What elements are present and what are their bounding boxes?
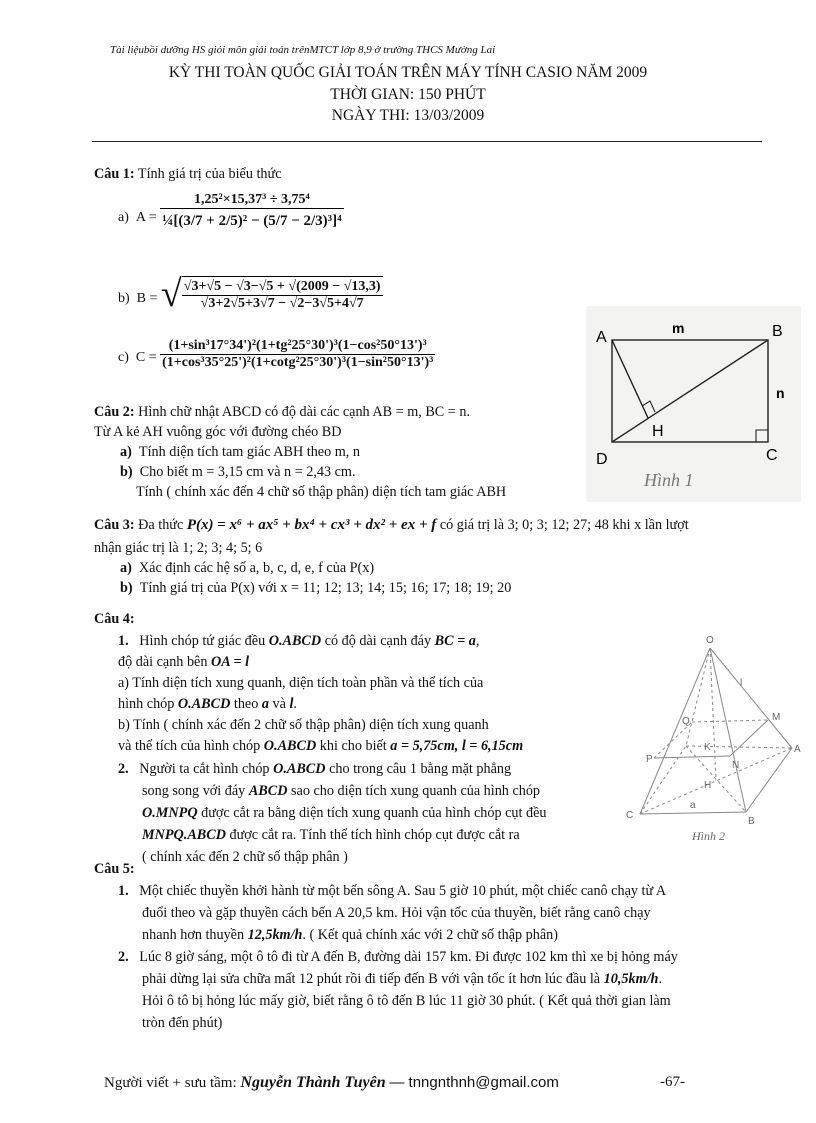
q1-title: Câu 1:: [94, 166, 135, 182]
q4-i2-line1: [118, 761, 511, 778]
source-line: Tài liệubồi dưỡng HS giỏi môn giải toán trênMTCT lớp 8,9 ở trường THCS Mường Lai: [110, 44, 496, 56]
q3-text1: có giá trị là 3; 0; 3; 12; 27; 48 khi x lần lượt: [439, 517, 689, 533]
page-number: -67-: [660, 1074, 685, 1090]
q1-b-label: b): [118, 291, 130, 306]
q4-i1-l4-math: O.ABCD: [177, 696, 231, 712]
q4-i1-l4b: theo: [233, 696, 259, 712]
q4-i2-l1a: Người ta cắt hình chóp: [139, 761, 270, 777]
footer-email: — tnngnthnh@gmail.com: [389, 1074, 559, 1091]
q4-i2-l2a: song song với đáy: [142, 783, 246, 799]
q4-i1-l4c: và: [272, 696, 286, 712]
q1-a-label: a): [118, 210, 129, 225]
q5-i2-l1: Lúc 8 giờ sáng, một ô tô đi từ A đến B, đường dài 157 km. Đi được 102 km thì xe bị hỏng máy: [139, 949, 678, 965]
q1-b-denominator: √3+2√5+3√7 − √2−3√5+4√7: [182, 295, 383, 312]
q2-line3: Tính ( chính xác đến 4 chữ số thập phân) diện tích tam giác ABH: [136, 484, 507, 500]
q4-i1-l6a: và thể tích của hình chóp: [118, 738, 261, 754]
q4-i1-l1a: Hình chóp tứ giác đều: [139, 633, 266, 649]
q4-i1-l1-math1: O.ABCD: [268, 633, 322, 649]
pyr-label-a-edge: a: [690, 800, 696, 811]
q4-i1-l2a: độ dài cạnh bên: [118, 654, 208, 670]
label-b: B: [772, 323, 783, 340]
q3-part-b: [120, 580, 511, 597]
q3-b-text: Tính giá trị của P(x) với x = 11; 12; 13; 14; 15; 16; 17; 18; 19; 20: [139, 580, 512, 596]
q3-a-text: Xác định các hệ số a, b, c, d, e, f của P(x): [138, 560, 375, 576]
q1-b-numerator: √3+√5 − √3−√5 + √(2009 − √13,3): [183, 279, 381, 294]
q4-i1-l6b: khi cho biết: [319, 738, 387, 754]
q4-i1-line1: [118, 633, 479, 650]
label-h: H: [652, 423, 664, 440]
figure-1-caption: Hình 1: [644, 470, 694, 490]
q4-i2-l4a: được cắt ra. Tính thể tích hình chóp cụt được cắt ra: [229, 827, 520, 843]
q3-a-label: a): [120, 560, 132, 576]
q2-text1: Hình chữ nhật ABCD có độ dài các cạnh AB = m, BC = n.: [138, 404, 470, 420]
q4-i1-line3: a) Tính diện tích xung quanh, diện tích toàn phần và thể tích của: [118, 675, 484, 691]
q2-part-a: [120, 444, 360, 461]
q4-i2-l1-math: O.ABCD: [273, 761, 326, 777]
exam-title: KỲ THI TOÀN QUỐC GIẢI TOÁN TRÊN MÁY TÍNH CASIO NĂM 2009: [168, 64, 648, 81]
q4-i1-l4a: hình chóp: [118, 696, 175, 712]
q5-i1-l1: Một chiếc thuyền khởi hành từ một bến sông A. Sau 5 giờ 10 phút, một chiếc canô chạy từ A: [139, 883, 667, 899]
pyr-label-n: N: [732, 760, 740, 771]
q1-c-numerator: (1+sin³17°34')²(1+tg²25°30')³(1−cos²50°13')³: [168, 338, 427, 353]
q4-i2-l2b: sao cho diện tích xung quanh của hình chóp: [291, 783, 541, 799]
q3-part-a: [120, 560, 374, 577]
edge-oa: [710, 648, 792, 748]
pyr-label-q: Q: [682, 716, 690, 727]
q4-i2-l2-math: ABCD: [248, 783, 288, 799]
q4-i1-l6-math1: O.ABCD: [263, 738, 317, 754]
q1-a-lhs: A =: [135, 210, 157, 225]
q2-b-text: Cho biết m = 3,15 cm và n = 2,43 cm.: [139, 464, 356, 480]
q5-i2-l2b: .: [658, 971, 662, 987]
figure-1-rectangle: [586, 306, 801, 502]
pyr-label-a: A: [794, 744, 801, 755]
q2-a-label: a): [120, 444, 132, 460]
pyr-label-m: M: [772, 712, 781, 723]
q5-i1-line3: [142, 927, 558, 944]
label-n: n: [776, 385, 785, 401]
q5-i1-num: 1.: [118, 883, 129, 899]
q1-expr-c: [118, 338, 435, 371]
label-c: C: [766, 447, 778, 464]
pyr-label-h: H: [704, 780, 712, 791]
q1-c-lhs: C =: [135, 349, 157, 365]
q1-b-sqrt-icon: √: [160, 273, 182, 315]
q5-i2-line4: tròn đến phút): [142, 1015, 223, 1031]
q3-polynomial: P(x) = x⁶ + ax⁵ + bx⁴ + cx³ + dx² + ex + f: [186, 517, 437, 533]
q3-b-label: b): [120, 580, 133, 596]
q4-i1-line6: [118, 738, 523, 755]
pyr-label-k: K: [704, 742, 711, 753]
footer-label: Người viết + sưu tầm:: [104, 1075, 237, 1091]
q4-i2-num: 2.: [118, 761, 129, 777]
height-oh: [710, 648, 716, 780]
pyr-label-l: l: [740, 678, 743, 689]
figure-1-background: [586, 306, 801, 502]
q4-i1-l1-math2: BC = a: [434, 633, 476, 649]
q4-i1-l4-l: l: [289, 696, 294, 712]
pyr-label-c: C: [626, 810, 634, 821]
q3-prefix: Đa thức: [138, 517, 184, 533]
q4-i1-l1b: có độ dài cạnh đáy: [324, 633, 432, 649]
q4-i1-l6-math2: a = 5,75cm, l = 6,15cm: [390, 738, 524, 754]
q5-i2-l2a: phải dừng lại sửa chữa mất 12 phút rồi đi tiếp đến B với vận tốc ít hơn lúc đầu là: [142, 971, 601, 987]
q5-i1-l3b: . ( Kết quả chính xác với 2 chữ số thập phân): [302, 927, 558, 943]
q4-i1-line2: [118, 654, 249, 671]
q1-b-lhs: B =: [136, 291, 158, 306]
q4-i2-line2: [142, 783, 540, 800]
q2-b-label: b): [120, 464, 133, 480]
q4-title: Câu 4:: [94, 611, 135, 627]
q5-i1-l3a: nhanh hơn thuyền: [142, 927, 245, 943]
q4-i2-l4-math: MNPQ.ABCD: [142, 827, 226, 843]
q1-c-label: c): [118, 349, 129, 365]
q3-line1: [94, 517, 689, 534]
q4-i1-num: 1.: [118, 633, 129, 649]
figure-2-caption: Hình 2: [692, 829, 725, 843]
header-rule: [92, 141, 762, 142]
q4-i2-line5: ( chính xác đến 2 chữ số thập phân ): [142, 849, 348, 865]
label-a: A: [596, 329, 607, 346]
section-pn: [654, 756, 730, 758]
section-nm: [730, 720, 768, 756]
q4-i1-l4-a: a: [261, 696, 269, 712]
pyr-label-o: O: [706, 635, 714, 646]
q1-a-numerator: 1,25²×15,37³ ÷ 3,75⁴: [194, 192, 310, 207]
q1-expr-b: [118, 272, 383, 316]
pyr-label-p: P: [646, 754, 653, 765]
q3-title: Câu 3:: [94, 517, 135, 533]
q2-line2: Từ A kẻ AH vuông góc với đường chéo BD: [94, 424, 342, 440]
q4-i2-l3-math: O.MNPQ: [142, 805, 198, 821]
q5-i2-line2: [142, 971, 662, 988]
q1-heading: [94, 166, 282, 183]
q1-a-denominator: ¼[(3/7 + 2/5)² − (5/7 − 2/3)³]⁴: [160, 208, 344, 230]
q4-i1-l2-math: OA = l: [210, 654, 250, 670]
q4-i2-line3: [142, 805, 546, 822]
q1-c-denominator: (1+cos³35°25')²(1+cotg²25°30')³(1−sin²50°13')³: [162, 355, 434, 370]
footer-author: Nguyễn Thành Tuyên: [240, 1074, 386, 1091]
pyr-label-b: B: [748, 816, 755, 827]
q5-i2-line1: [118, 949, 678, 966]
exam-time: THỜI GIAN: 150 PHÚT: [330, 86, 486, 103]
base-cb: [640, 812, 746, 814]
section-pq: [654, 722, 692, 758]
q5-i1-line2: đuổi theo và gặp thuyền cách bến A 20,5 km. Hỏi vận tốc của thuyền, biết rằng canô chạy: [142, 905, 651, 921]
q2-title: Câu 2:: [94, 404, 135, 420]
q4-i2-l1b: cho trong câu 1 bằng mặt phẳng: [329, 761, 512, 777]
figure-2-pyramid: [612, 630, 808, 850]
q4-i2-line4: [142, 827, 520, 844]
edge-oc: [640, 648, 710, 814]
q5-i2-line3: Hỏi ô tô bị hỏng lúc mấy giờ, biết rằng ô tô đến B lúc 11 giờ 30 phút. ( Kết quả thời gian làm: [142, 993, 671, 1009]
edge-ob: [710, 648, 746, 812]
footer: [104, 1074, 559, 1092]
section-qm: [692, 720, 768, 722]
q5-i2-l2-math: 10,5km/h: [603, 971, 659, 987]
q4-i1-l1c: ,: [475, 633, 480, 649]
q4-i2-l3a: được cắt ra bằng diện tích xung quanh của hình chóp cụt đều: [201, 805, 547, 821]
q1-expr-a: [118, 192, 344, 230]
q2-part-b: [120, 464, 356, 481]
q4-i1-l4d: .: [293, 696, 297, 712]
q3-line2: nhận giác trị là 1; 2; 3; 4; 5; 6: [94, 540, 263, 556]
q5-title: Câu 5:: [94, 861, 135, 877]
q1-intro: Tính giá trị của biểu thức: [137, 166, 282, 182]
q4-i1-line4: [118, 696, 297, 713]
q2-line1: [94, 404, 470, 421]
q5-i1-l3-math: 12,5km/h: [247, 927, 303, 943]
q4-i1-line5: b) Tính ( chính xác đến 2 chữ số thập phân) diện tích xung quanh: [118, 717, 489, 733]
label-m: m: [672, 320, 685, 336]
exam-date: NGÀY THI: 13/03/2009: [331, 107, 485, 124]
q2-a-text: Tính diện tích tam giác ABH theo m, n: [138, 444, 360, 460]
q5-i1-line1: [118, 883, 666, 900]
label-d: D: [596, 451, 608, 468]
q5-i2-num: 2.: [118, 949, 129, 965]
